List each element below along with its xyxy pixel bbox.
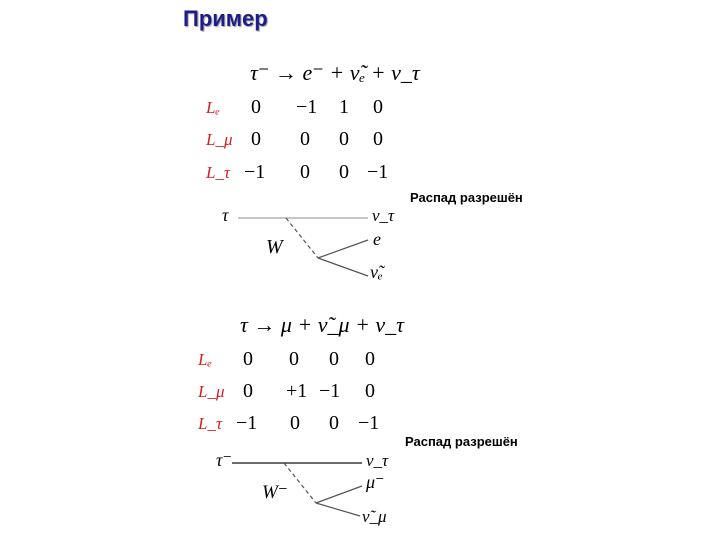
decay-2-verdict: Распад разрешён — [405, 434, 518, 449]
decay-2-row-3-value-3: 0 — [329, 412, 339, 434]
decay-1-row-2-value-3: 0 — [339, 128, 349, 150]
antineutrino-line — [316, 503, 360, 516]
slide-title: Пример — [183, 6, 268, 31]
decay-2-row-1-label: Lₑ — [198, 350, 212, 369]
decay-1-verdict: Распад разрешён — [410, 190, 523, 205]
decay-2-row-1-value-1: 0 — [243, 348, 253, 370]
decay-1-row-2-label: L_μ — [206, 130, 233, 149]
decay-2-row-3-value-2: 0 — [290, 412, 300, 434]
diagram-1-out-3-label: ν̃ₑ — [370, 262, 383, 282]
decay-2-row-2-label: L_μ — [198, 382, 225, 401]
diagram-1-boson-label: W — [266, 236, 283, 258]
decay-2-row-1-value-2: 0 — [289, 348, 299, 370]
decay-1-row-1-value-4: 0 — [373, 96, 383, 118]
decay-2-equation: τ → μ + ν̃_μ + ν_τ — [240, 312, 405, 337]
w-propagator — [284, 463, 316, 503]
decay-1-equation: τ⁻ → e⁻ + ν̃ₑ + ν_τ — [250, 60, 420, 85]
diagram-2-out-3-label: ν̃_μ — [362, 507, 387, 526]
decay-1-row-2-value-4: 0 — [373, 128, 383, 150]
diagram-2-out-2-label: μ⁻ — [366, 472, 385, 492]
decay-1-row-1-label: Lₑ — [206, 98, 220, 117]
decay-1-row-2-value-1: 0 — [251, 128, 261, 150]
diagram-1-out-1-label: ν_τ — [372, 206, 395, 225]
decay-1-row-3-value-4: −1 — [367, 161, 389, 183]
decay-2-row-2-value-2: +1 — [286, 380, 308, 402]
decay-1-row-3-value-3: 0 — [339, 161, 349, 183]
decay-2-row-2-value-3: −1 — [319, 380, 341, 402]
diagram-2-incoming-label: τ⁻ — [216, 450, 232, 470]
decay-1-row-1-value-1: 0 — [251, 96, 261, 118]
decay-1-row-3-value-2: 0 — [300, 161, 310, 183]
diagram-2-boson-label: W⁻ — [262, 482, 288, 503]
decay-1-row-1-value-3: 1 — [339, 96, 349, 118]
decay-1-row-3-value-1: −1 — [244, 161, 266, 183]
decay-2-row-1-value-4: 0 — [365, 348, 375, 370]
diagram-1-incoming-label: τ — [222, 205, 229, 225]
decay-1-row-3-label: L_τ — [206, 163, 231, 182]
decay-2-row-3-label: L_τ — [198, 414, 223, 433]
decay-2-row-2-value-1: 0 — [243, 380, 253, 402]
decay-1-row-1-value-2: −1 — [296, 96, 318, 118]
decay-2-row-3-value-1: −1 — [236, 412, 258, 434]
decay-1-row-2-value-2: 0 — [300, 128, 310, 150]
decay-2-row-1-value-3: 0 — [329, 348, 339, 370]
decay-2-row-3-value-4: −1 — [358, 412, 380, 434]
diagram-1-out-2-label: e — [373, 229, 381, 249]
diagram-2-out-1-label: ν_τ — [366, 451, 389, 470]
decay-2-row-2-value-4: 0 — [365, 380, 375, 402]
muon-line — [316, 486, 362, 503]
